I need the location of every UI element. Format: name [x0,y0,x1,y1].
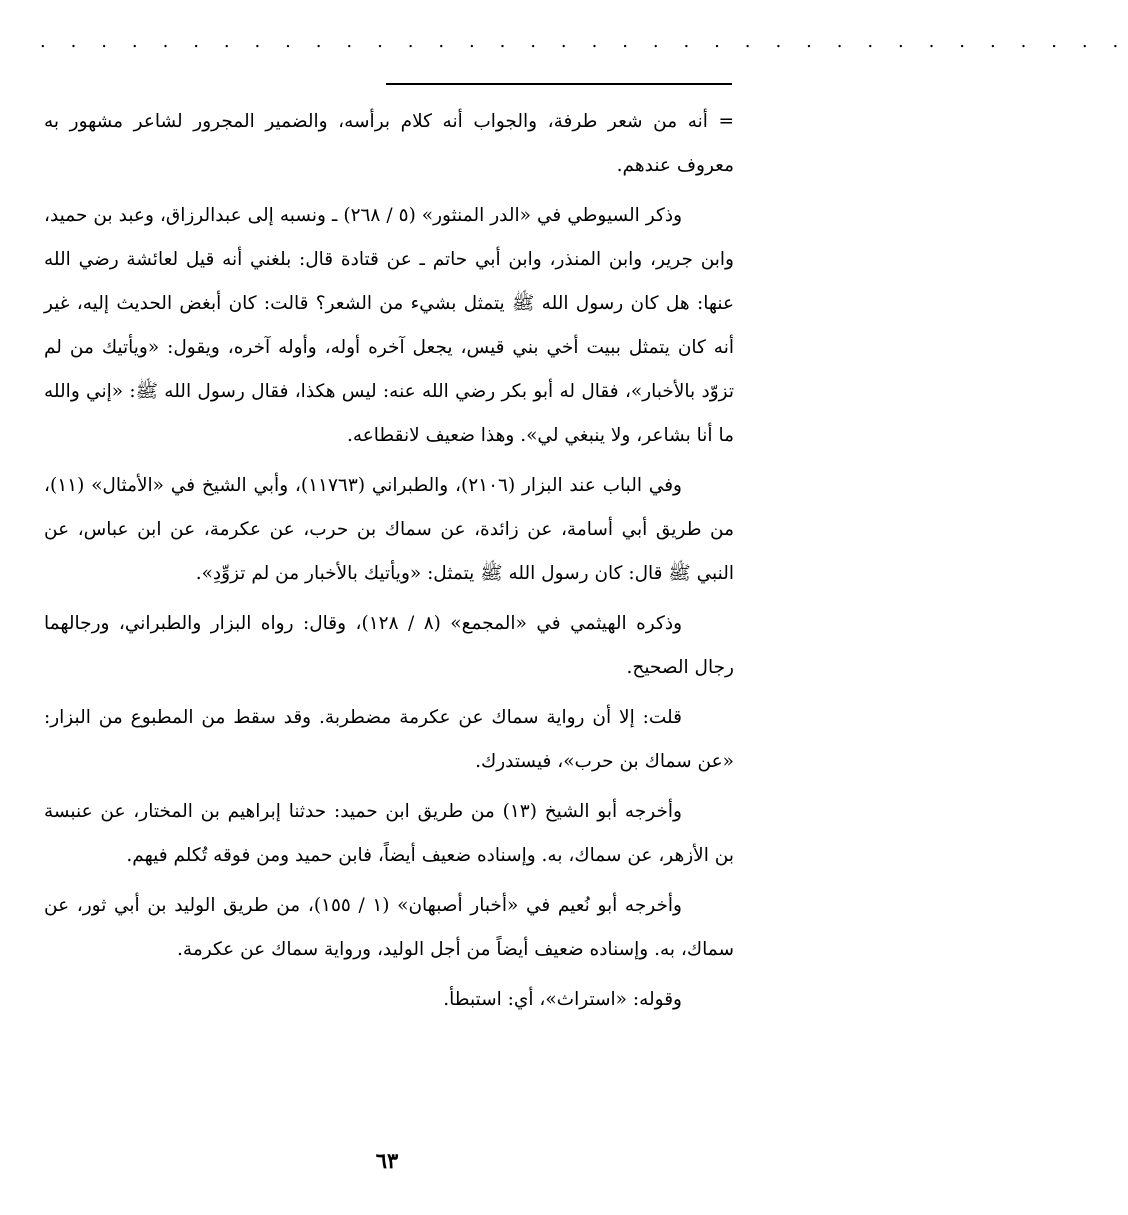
footnote-text [44,100,734,1028]
paragraph-1: = أنه من شعر طرفة، والجواب أنه كلام برأسه، والضمير المجرور لشاعر مشهور به معروف عندهم. [44,111,734,176]
paragraph-8: وقوله: «استراث»، أي: استبطأ. [443,989,682,1010]
paragraph-6: وأخرجه أبو الشيخ (١٣) من طريق ابن حميد: حدثنا إبراهيم بن المختار، عن عنبسة بن الأزهر، عن سماك، به. وإسناده ضعيف أيضاً، فابن حميد ومن فوقه تُكلم فيهم. [44,801,734,866]
paragraph-5: قلت: إلا أن رواية سماك عن عكرمة مضطربة. وقد سقط من المطبوع من البزار: «عن سماك بن حرب»، فيستدرك. [44,707,734,772]
paragraph-2: وذكر السيوطي في «الدر المنثور» (٥ / ٢٦٨) ـ ونسبه إلى عبدالرزاق، وعبد بن حميد، وابن جرير، وابن المنذر، وابن أبي حاتم ـ عن قتادة قال: بلغني أنه قيل لعائشة رضي الله عنها: هل كان رسول الله ﷺ يتمثل بشيء من الشعر؟ قالت: كان أبغض الحديث إليه، غير أنه كان يتمثل ببيت أخي بني قيس، يجعل آخره أوله، وأوله آخره، ويقول: «ويأتيك من لم تزوّد بالأخبار»، فقال له أبو بكر رضي الله عنه: ليس هكذا، فقال رسول الله ﷺ: «إني والله ما أنا بشاعر، ولا ينبغي لي». وهذا ضعيف لانقطاعه. [44,205,734,446]
footnote-rule [386,83,732,85]
dotted-separator: . . . . . . . . . . . . . . . . . . . . . . . . . . . . . . . . . . . . [40,31,1128,52]
paragraph-3: وفي الباب عند البزار (٢١٠٦)، والطبراني (١١٧٦٣)، وأبي الشيخ في «الأمثال» (١١)، من طريق أبي أسامة، عن زائدة، عن سماك بن حرب، عن عكرمة، عن ابن عباس، عن النبي ﷺ قال: كان رسول الله ﷺ يتمثل: «ويأتيك بالأخبار من لم تزوِّدِ». [44,475,734,584]
page-number: ٦٣ [375,1148,399,1173]
paragraph-4: وذكره الهيثمي في «المجمع» (٨ / ١٢٨)، وقال: رواه البزار والطبراني، ورجالهما رجال الصحيح. [44,613,734,678]
paragraph-7: وأخرجه أبو نُعيم في «أخبار أصبهان» (١ / ١٥٥)، من طريق الوليد بن أبي ثور، عن سماك، به. وإسناده ضعيف أيضاً من أجل الوليد، ورواية سماك عن عكرمة. [44,895,734,960]
